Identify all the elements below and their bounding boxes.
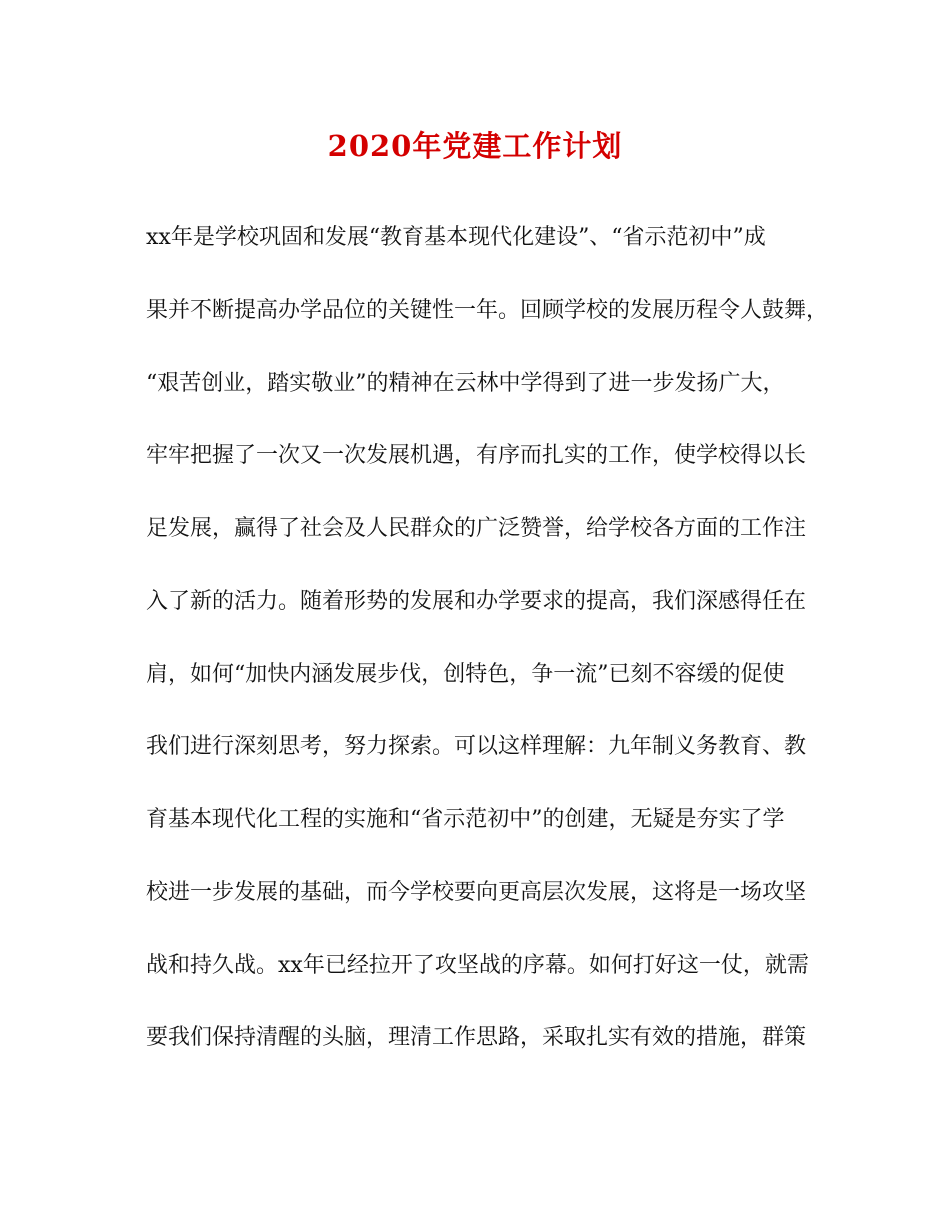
body-text-line: 入了新的活力。随着形势的发展和办学要求的提高，我们深感得任在 [146,589,807,614]
body-text-line: 足发展，赢得了社会及人民群众的广泛赞誉，给学校各方面的工作注 [146,516,807,541]
body-text-line: 战和持久战。xx年已经拉开了攻坚战的序幕。如何打好这一仗，就需 [146,953,809,978]
body-text-line: 育基本现代化工程的实施和“省示范初中”的创建，无疑是夯实了学 [146,807,785,832]
body-text-line: 果并不断提高办学品位的关键性一年。回顾学校的发展历程令人鼓舞， [146,298,829,323]
body-text-line: 校进一步发展的基础，而今学校要向更高层次发展，这将是一场攻坚 [146,880,807,905]
body-text-line: 肩，如何“加快内涵发展步伐，创特色，争一流”已刻不容缓的促使 [146,662,785,687]
body-text-line: “艰苦创业，踏实敬业”的精神在云林中学得到了进一步发扬广大， [146,371,785,396]
body-text-line: 我们进行深刻思考，努力探索。可以这样理解：九年制义务教育、教 [146,734,807,759]
body-text-line: 要我们保持清醒的头脑，理清工作思路，采取扎实有效的措施，群策 [146,1025,807,1050]
document-title: 2020年党建工作计划 [327,129,623,163]
body-text-line: 牢牢把握了一次又一次发展机遇，有序而扎实的工作，使学校得以长 [146,443,807,468]
body-text-line: xx年是学校巩固和发展“教育基本现代化建设”、“省示范初中”成 [146,225,766,250]
